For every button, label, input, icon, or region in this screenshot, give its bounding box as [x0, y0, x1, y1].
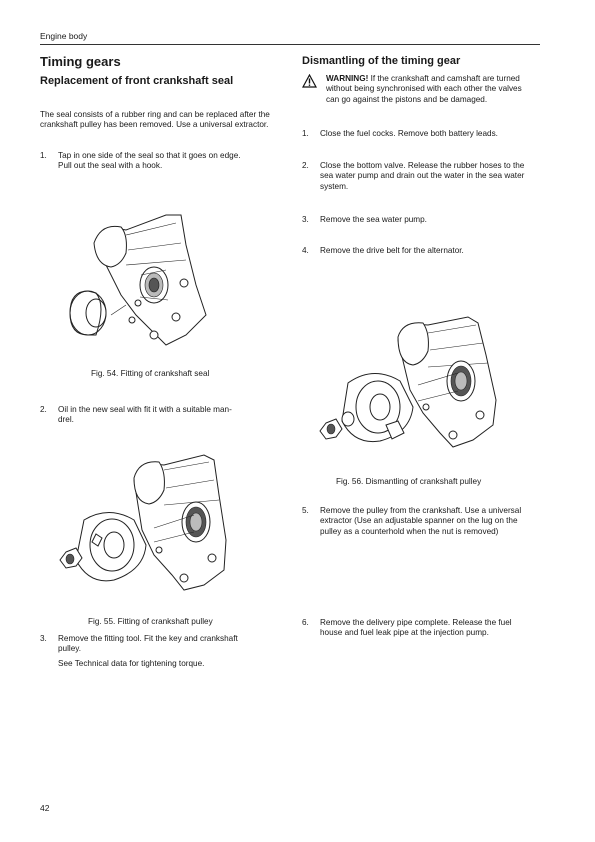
step-note: See Technical data for tightening torque.	[58, 658, 205, 668]
step-text: Remove the sea water pump.	[320, 215, 427, 224]
step-text: Remove the fitting tool. Fit the key and crankshaft	[58, 634, 238, 643]
warning-text: If the crankshaft and camshaft are turned without being synchronised with each other the valves can go against the pistons and be damaged.	[326, 74, 522, 104]
warning-label: WARNING!	[326, 74, 369, 83]
figure-caption: Fig. 56. Dismantling of crankshaft pulley	[336, 477, 482, 486]
right-step-6	[302, 618, 534, 639]
intro-paragraph: The seal consists of a rubber ring and can be replaced after the crankshaft pulley has been removed. Use a universal extractor.	[40, 110, 270, 130]
section-subtitle: Replacement of front crankshaft seal	[40, 75, 234, 87]
right-step-2	[302, 161, 534, 192]
right-step-4	[302, 246, 534, 256]
step-text: pulley.	[58, 644, 82, 654]
section-title: Timing gears	[40, 54, 121, 69]
step-text: Remove the delivery pipe complete. Release the fuel house and fuel leak pipe at the injection pump.	[320, 618, 512, 638]
right-step-3	[302, 215, 534, 225]
page-number: 42	[40, 803, 50, 813]
figure-caption: Fig. 55. Fitting of crankshaft pulley	[88, 617, 213, 626]
step-text: Oil in the new seal with fit it with a suitable man-	[58, 405, 232, 414]
step-number: 3.	[40, 634, 47, 643]
step-text: Remove the drive belt for the alternator.	[320, 246, 464, 255]
step-text: Tap in one side of the seal so that it goes on edge.	[58, 151, 241, 160]
fig56-illustration	[318, 315, 508, 465]
step-text: Close the fuel cocks. Remove both battery leads.	[320, 129, 498, 138]
figure-caption: Fig. 54. Fitting of crankshaft seal	[91, 369, 210, 378]
left-step-3	[40, 634, 282, 669]
fig55-illustration	[54, 450, 234, 605]
step-text: drel.	[58, 415, 74, 425]
step-text: Remove the pulley from the crankshaft. Use a universal extractor (Use an adjustable spanner on the lug on the pulley as a counterhold when the nut is removed)	[320, 506, 522, 536]
step-text: Pull out the seal with a hook.	[58, 161, 163, 171]
step-number: 2.	[302, 161, 309, 170]
step-number: 2.	[40, 405, 47, 414]
step-number: 1.	[302, 129, 309, 138]
left-step-2	[40, 405, 282, 426]
fig54-illustration	[66, 205, 216, 355]
right-column	[302, 54, 542, 68]
header-rule	[40, 44, 540, 45]
step-number: 4.	[302, 246, 309, 255]
step-number: 6.	[302, 618, 309, 627]
step-number: 1.	[40, 151, 47, 160]
running-header: Engine body	[40, 31, 88, 41]
left-column	[40, 54, 282, 131]
section-title: Dismantling of the timing gear	[302, 55, 461, 67]
warning-triangle-icon	[302, 74, 320, 105]
step-number: 3.	[302, 215, 309, 224]
warning-box	[302, 74, 532, 105]
right-step-5	[302, 506, 534, 537]
step-text: Close the bottom valve. Release the rubber hoses to the sea water pump and drain out the water in the sea water system.	[320, 161, 525, 191]
left-step-1	[40, 151, 282, 172]
right-step-1	[302, 129, 534, 139]
step-number: 5.	[302, 506, 309, 515]
